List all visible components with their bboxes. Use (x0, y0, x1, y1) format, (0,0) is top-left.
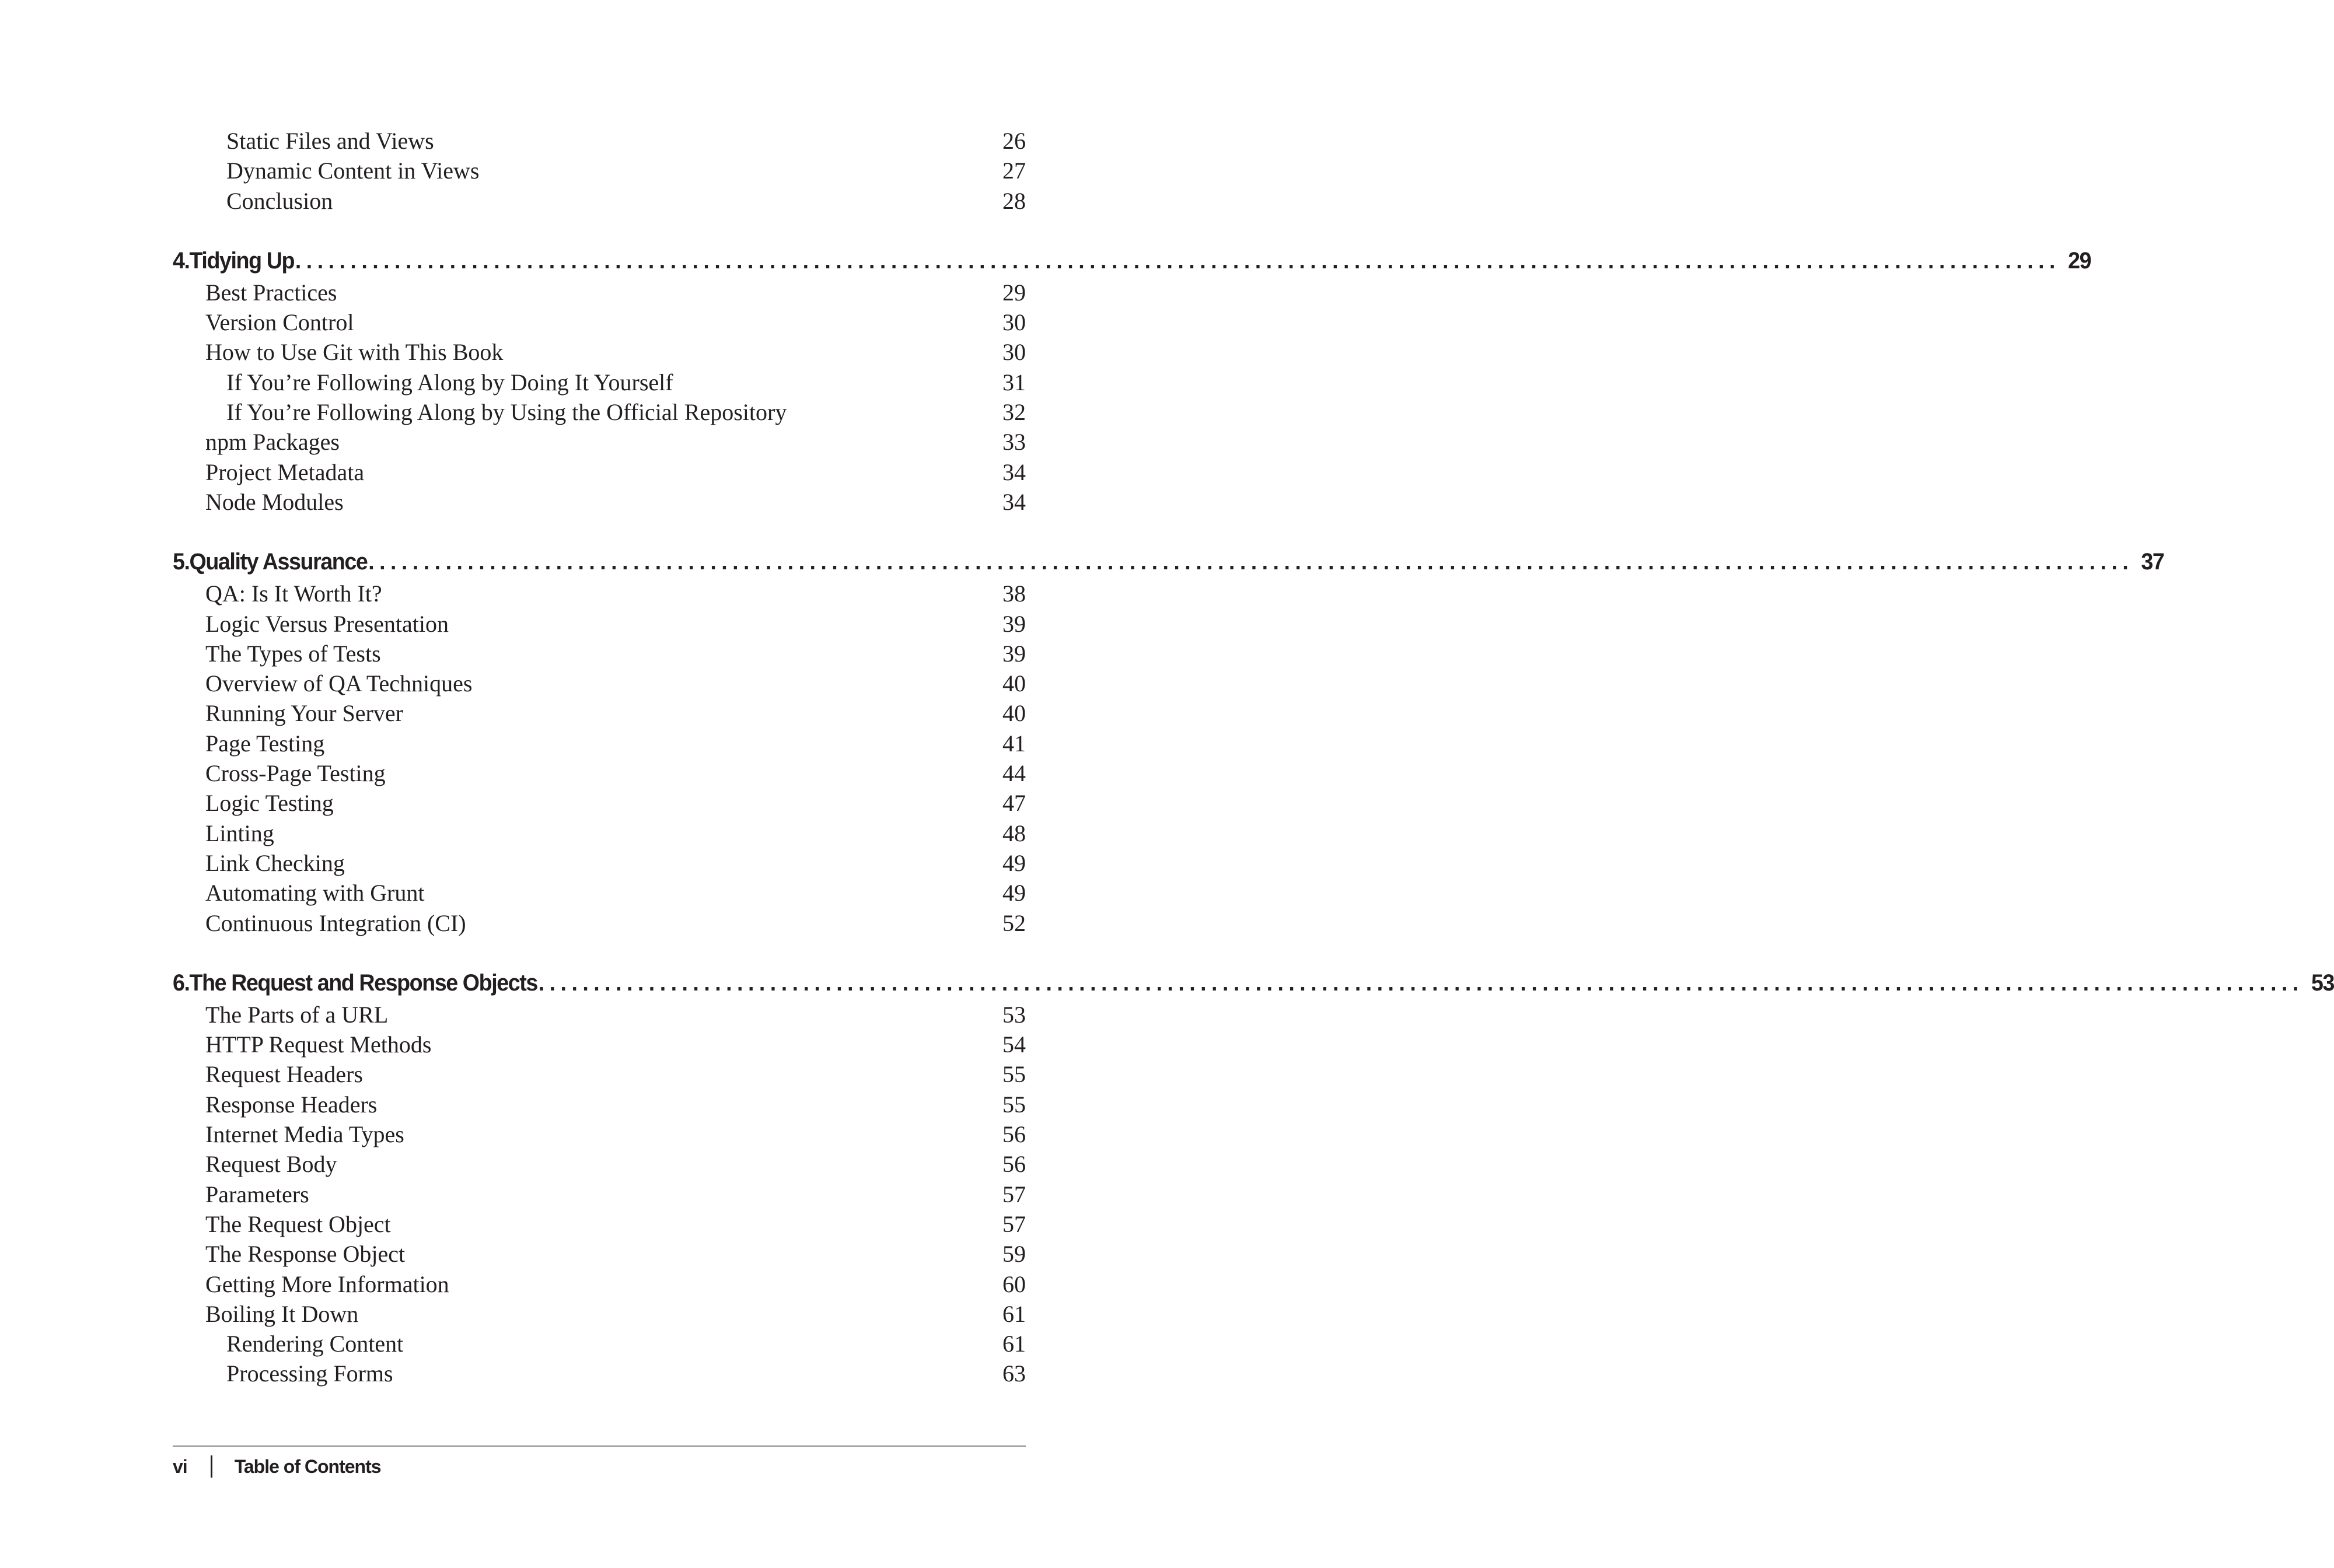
toc-entry-row (173, 1000, 1026, 1030)
entry-title: npm Packages (205, 429, 340, 456)
toc-entry-row (173, 579, 1026, 608)
toc-entry-row (173, 639, 1026, 668)
toc-entry-row (173, 397, 1026, 427)
toc-entry-row (173, 186, 1026, 216)
entry-title: HTTP Request Methods (205, 1031, 432, 1058)
entry-title: Rendering Content (226, 1331, 404, 1357)
toc-entry-row (173, 307, 1026, 337)
entry-title: Parameters (205, 1181, 309, 1208)
entry-title: Response Headers (205, 1091, 378, 1118)
toc-entry-row (173, 848, 1026, 878)
entry-title: Processing Forms (226, 1360, 393, 1387)
toc-entry-row (173, 126, 1026, 156)
toc-entry-row (173, 278, 1026, 307)
entry-page-number: 28 (1002, 187, 1026, 214)
entry-title: If You’re Following Along by Using the Official Repository (226, 399, 787, 426)
chapter-title: Tidying Up (189, 247, 295, 274)
entry-page-number: 39 (1002, 640, 1026, 667)
toc-entry-row (173, 1299, 1026, 1329)
entry-page-number: 41 (1002, 730, 1026, 757)
footer-section-label: Table of Contents (234, 1455, 381, 1477)
entry-title: Node Modules (205, 488, 344, 515)
toc-entry-row (173, 1269, 1026, 1299)
entry-page-number: 40 (1002, 700, 1026, 727)
toc-entry-row (173, 337, 1026, 367)
entry-page-number: 55 (1002, 1061, 1026, 1088)
toc-entry-row (173, 1329, 1026, 1359)
toc-entry-row (173, 156, 1026, 186)
toc-chapter-row (173, 244, 2091, 278)
entry-title: Static Files and Views (226, 128, 434, 154)
entry-title: The Parts of a URL (205, 1001, 389, 1028)
entry-title: Best Practices (205, 279, 337, 306)
dot-leader: ................................................................................................................................................................ (368, 549, 2134, 575)
entry-page-number: 29 (1002, 279, 1026, 306)
entry-title: Continuous Integration (CI) (205, 909, 466, 936)
entry-page-number: 30 (1002, 339, 1026, 366)
toc-chapter-row (173, 545, 2164, 579)
entry-page-number: 47 (1002, 790, 1026, 817)
toc-entry-row (173, 1180, 1026, 1209)
toc-entry-row (173, 427, 1026, 457)
chapter-page-number: 29 (2068, 247, 2091, 274)
entry-title: Page Testing (205, 730, 325, 757)
entry-title: Logic Versus Presentation (205, 610, 449, 637)
toc-entry-row (173, 1059, 1026, 1089)
entry-title: Link Checking (205, 849, 345, 876)
entry-title: Version Control (205, 309, 354, 336)
entry-page-number: 49 (1002, 880, 1026, 907)
toc-entry-row (173, 818, 1026, 848)
entry-title: If You’re Following Along by Doing It Yourself (226, 369, 673, 396)
entry-page-number: 39 (1002, 610, 1026, 637)
toc-entry-row (173, 1359, 1026, 1388)
toc-entry-row (173, 1090, 1026, 1119)
toc-entry-row (173, 1030, 1026, 1059)
entry-page-number: 33 (1002, 429, 1026, 456)
entry-page-number: 32 (1002, 399, 1026, 426)
entry-page-number: 57 (1002, 1181, 1026, 1208)
entry-page-number: 38 (1002, 580, 1026, 607)
entry-title: Automating with Grunt (205, 880, 425, 907)
entry-page-number: 40 (1002, 670, 1026, 697)
entry-title: Request Headers (205, 1061, 363, 1088)
entry-page-number: 49 (1002, 849, 1026, 876)
toc-entry-row (173, 908, 1026, 938)
chapter-number: 4. (173, 247, 190, 274)
entry-title: QA: Is It Worth It? (205, 580, 382, 607)
toc-entry-row (173, 1209, 1026, 1239)
entry-page-number: 31 (1002, 369, 1026, 396)
toc-entry-row (173, 609, 1026, 639)
toc-entry-row (173, 457, 1026, 487)
toc-entry-row (173, 1149, 1026, 1179)
entry-page-number: 34 (1002, 459, 1026, 485)
toc-entry-row (173, 729, 1026, 758)
toc-entry-row (173, 878, 1026, 908)
entry-title: Cross-Page Testing (205, 760, 386, 787)
toc-entry-row (173, 1119, 1026, 1149)
chapter-page-number: 53 (2311, 970, 2334, 996)
entry-page-number: 56 (1002, 1121, 1026, 1148)
entry-page-number: 44 (1002, 760, 1026, 787)
toc-chapter-row (173, 966, 2334, 1000)
entry-title: How to Use Git with This Book (205, 339, 504, 366)
toc-entry-row (173, 487, 1026, 517)
entry-title: Dynamic Content in Views (226, 158, 480, 184)
entry-page-number: 34 (1002, 488, 1026, 515)
entry-page-number: 53 (1002, 1001, 1026, 1028)
entry-page-number: 59 (1002, 1241, 1026, 1268)
entry-title: Internet Media Types (205, 1121, 404, 1148)
footer-separator (211, 1455, 212, 1478)
table-of-contents (173, 126, 2334, 1389)
entry-page-number: 26 (1002, 128, 1026, 154)
toc-entry-row (173, 698, 1026, 728)
entry-page-number: 57 (1002, 1210, 1026, 1237)
entry-page-number: 27 (1002, 158, 1026, 184)
chapter-number: 5. (173, 549, 190, 575)
entry-title: Linting (205, 820, 274, 846)
entry-page-number: 52 (1002, 909, 1026, 936)
toc-entry-row (173, 368, 1026, 397)
page-footer (173, 1451, 381, 1482)
toc-entry-row (173, 1239, 1026, 1269)
footer-page-number: vi (173, 1455, 187, 1477)
entry-title: The Response Object (205, 1241, 406, 1268)
entry-title: Project Metadata (205, 459, 365, 485)
entry-title: Request Body (205, 1151, 337, 1178)
entry-page-number: 30 (1002, 309, 1026, 336)
entry-title: The Types of Tests (205, 640, 381, 667)
chapter-title: The Request and Response Objects (189, 970, 537, 996)
toc-entry-row (173, 758, 1026, 788)
entry-title: Boiling It Down (205, 1300, 359, 1327)
entry-page-number: 55 (1002, 1091, 1026, 1118)
entry-title: Running Your Server (205, 700, 403, 727)
entry-page-number: 60 (1002, 1270, 1026, 1297)
entry-page-number: 54 (1002, 1031, 1026, 1058)
entry-page-number: 48 (1002, 820, 1026, 846)
dot-leader: ................................................................................................................................................................ (295, 247, 2060, 274)
entry-title: Getting More Information (205, 1270, 449, 1297)
entry-title: Conclusion (226, 187, 333, 214)
entry-page-number: 61 (1002, 1300, 1026, 1327)
entry-title: Logic Testing (205, 790, 334, 817)
chapter-number: 6. (173, 970, 190, 996)
entry-title: The Request Object (205, 1210, 391, 1237)
entry-title: Overview of QA Techniques (205, 670, 473, 697)
chapter-title: Quality Assurance (189, 549, 368, 575)
dot-leader: ................................................................................................................................................................ (538, 970, 2304, 996)
entry-page-number: 63 (1002, 1360, 1026, 1387)
footer-divider (173, 1446, 1026, 1447)
toc-entry-row (173, 668, 1026, 698)
entry-page-number: 56 (1002, 1151, 1026, 1178)
toc-entry-row (173, 788, 1026, 818)
chapter-page-number: 37 (2141, 549, 2164, 575)
entry-page-number: 61 (1002, 1331, 1026, 1357)
